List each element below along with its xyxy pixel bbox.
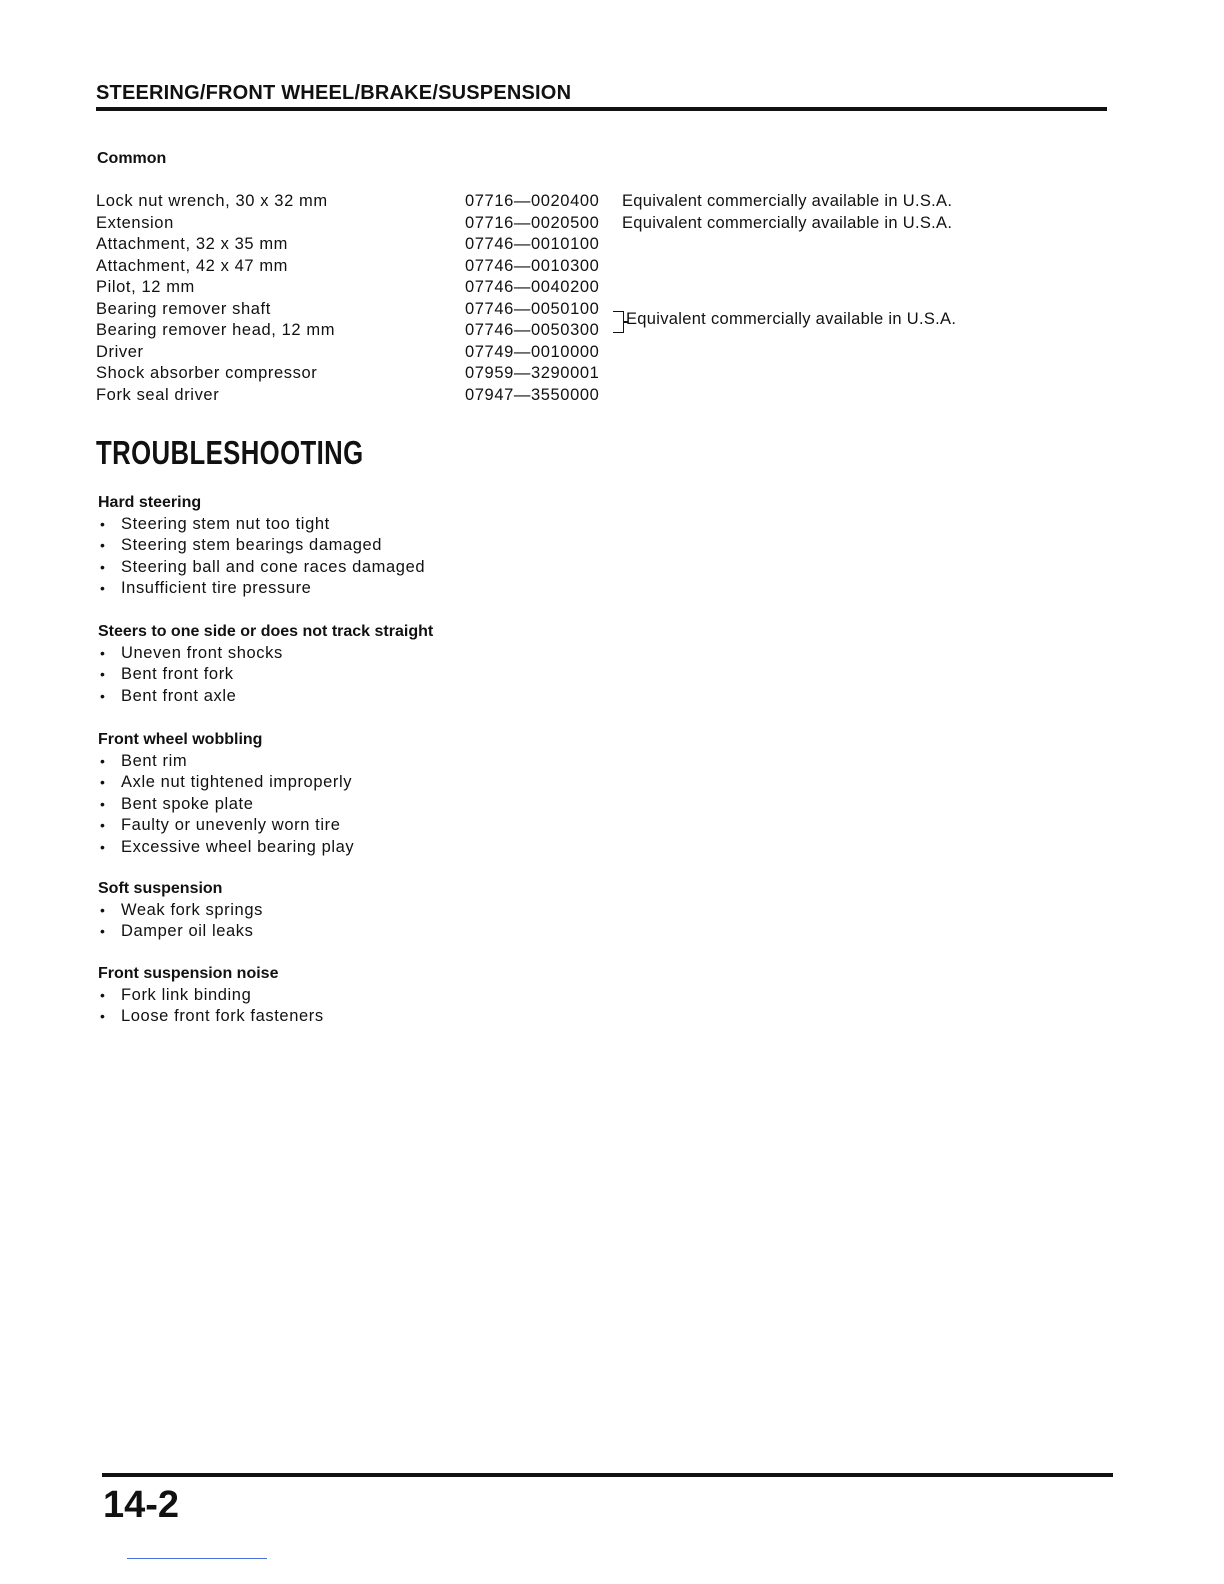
tool-row bbox=[96, 363, 1056, 385]
list-item bbox=[98, 535, 383, 557]
tool-part-number: 07749—0010000 bbox=[465, 342, 600, 361]
bullet: • bbox=[100, 986, 106, 1003]
list-item-text: Insufficient tire pressure bbox=[121, 579, 312, 597]
list-item bbox=[98, 643, 433, 665]
tool-part-number: 07947—3550000 bbox=[465, 385, 600, 404]
list-item bbox=[98, 815, 341, 837]
link-underline[interactable] bbox=[127, 1558, 267, 1559]
tool-list bbox=[96, 191, 1056, 406]
list-item-text: Bent spoke plate bbox=[121, 794, 254, 813]
tool-row bbox=[96, 342, 1056, 364]
list-item bbox=[98, 921, 254, 943]
list-item-text: Axle nut tightened improperly bbox=[121, 773, 353, 791]
page-number: 14-2 bbox=[103, 1484, 180, 1526]
bullet: • bbox=[100, 666, 106, 682]
bullet: • bbox=[100, 752, 106, 769]
list-item bbox=[98, 664, 433, 686]
bullet: • bbox=[100, 687, 106, 704]
tool-part-number: 07746—0050300 bbox=[465, 321, 600, 339]
list-item-text: Steering stem bearings damaged bbox=[121, 536, 383, 554]
list-item-text: Excessive wheel bearing play bbox=[121, 837, 355, 856]
list-item bbox=[98, 578, 312, 600]
list-item bbox=[98, 794, 262, 816]
bullet: • bbox=[100, 644, 106, 661]
tool-part-number: 07716—0020500 bbox=[465, 213, 600, 232]
list-item-text: Loose front fork fasteners bbox=[121, 1007, 324, 1025]
section-heading: Steers to one side or does not track straight bbox=[98, 623, 434, 640]
header-rule bbox=[96, 107, 1107, 111]
list-item-text: Fork link binding bbox=[121, 985, 252, 1004]
tool-part-number: 07746—0010300 bbox=[465, 256, 600, 275]
bullet: • bbox=[100, 774, 106, 790]
troubleshooting-section bbox=[98, 621, 433, 707]
section-heading: Front suspension noise bbox=[98, 965, 279, 982]
bullet: • bbox=[100, 580, 106, 596]
troubleshooting-section bbox=[98, 878, 263, 943]
bracket-note: Equivalent commercially available in U.S.A. bbox=[626, 310, 957, 328]
list-item-text: Steering stem nut too tight bbox=[121, 514, 330, 533]
tool-row bbox=[96, 256, 1056, 278]
section-heading: Soft suspension bbox=[98, 880, 223, 897]
troubleshooting-section bbox=[98, 963, 324, 1028]
list-item-text: Bent front axle bbox=[121, 686, 237, 705]
footer-rule bbox=[102, 1473, 1113, 1477]
bullet: • bbox=[100, 817, 106, 833]
bullet: • bbox=[100, 515, 106, 532]
tool-name: Extension bbox=[96, 213, 174, 232]
troubleshooting-section bbox=[98, 729, 355, 858]
tool-note: Equivalent commercially available in U.S.A. bbox=[622, 192, 953, 210]
list-item-text: Uneven front shocks bbox=[121, 643, 283, 662]
list-item-text: Weak fork springs bbox=[121, 900, 263, 919]
common-tools-heading: Common bbox=[97, 150, 167, 167]
tool-name: Bearing remover shaft bbox=[96, 299, 271, 318]
tool-name: Bearing remover head, 12 mm bbox=[96, 321, 336, 339]
section-heading: Front wheel wobbling bbox=[98, 731, 263, 748]
tool-name: Shock absorber compressor bbox=[96, 364, 318, 382]
tool-name: Fork seal driver bbox=[96, 385, 220, 404]
bullet: • bbox=[100, 901, 106, 918]
tool-part-number: 07746—0050100 bbox=[465, 299, 600, 318]
tool-name: Driver bbox=[96, 342, 144, 361]
bullet: • bbox=[100, 537, 106, 553]
tool-name: Lock nut wrench, 30 x 32 mm bbox=[96, 192, 328, 210]
tool-note: Equivalent commercially available in U.S.A. bbox=[622, 213, 953, 232]
list-item bbox=[98, 557, 426, 579]
list-item bbox=[98, 514, 330, 536]
list-item-text: Steering ball and cone races damaged bbox=[121, 557, 426, 576]
tool-name: Pilot, 12 mm bbox=[96, 278, 195, 296]
list-item-text: Bent rim bbox=[121, 751, 188, 770]
list-item-text: Bent front fork bbox=[121, 665, 234, 683]
list-item bbox=[98, 686, 433, 708]
list-item bbox=[98, 837, 355, 859]
list-item bbox=[98, 751, 262, 773]
bullet: • bbox=[100, 838, 106, 855]
list-item bbox=[98, 985, 278, 1007]
tool-row bbox=[96, 385, 1056, 407]
tool-row bbox=[96, 213, 1056, 235]
tool-row bbox=[96, 277, 1056, 299]
bullet: • bbox=[100, 558, 106, 575]
list-item bbox=[98, 772, 353, 794]
troubleshooting-section bbox=[98, 492, 426, 600]
list-item bbox=[98, 1006, 324, 1028]
section-heading: Hard steering bbox=[98, 494, 202, 511]
list-item bbox=[98, 900, 263, 922]
tool-part-number: 07959—3290001 bbox=[465, 364, 600, 382]
tool-name: Attachment, 32 x 35 mm bbox=[96, 235, 289, 253]
tool-row bbox=[96, 234, 1056, 256]
bullet: • bbox=[100, 795, 106, 812]
page-header-title: STEERING/FRONT WHEEL/BRAKE/SUSPENSION bbox=[96, 82, 572, 104]
bullet: • bbox=[100, 923, 106, 939]
list-item-text: Faulty or unevenly worn tire bbox=[121, 816, 341, 834]
tool-part-number: 07746—0040200 bbox=[465, 278, 600, 296]
bullet: • bbox=[100, 1008, 106, 1024]
tool-name: Attachment, 42 x 47 mm bbox=[96, 256, 289, 275]
tool-part-number: 07716—0020400 bbox=[465, 192, 600, 210]
tool-part-number: 07746—0010100 bbox=[465, 235, 600, 253]
list-item-text: Damper oil leaks bbox=[121, 922, 254, 940]
tool-row bbox=[96, 191, 1056, 213]
troubleshooting-title: TROUBLESHOOTING bbox=[96, 434, 364, 471]
